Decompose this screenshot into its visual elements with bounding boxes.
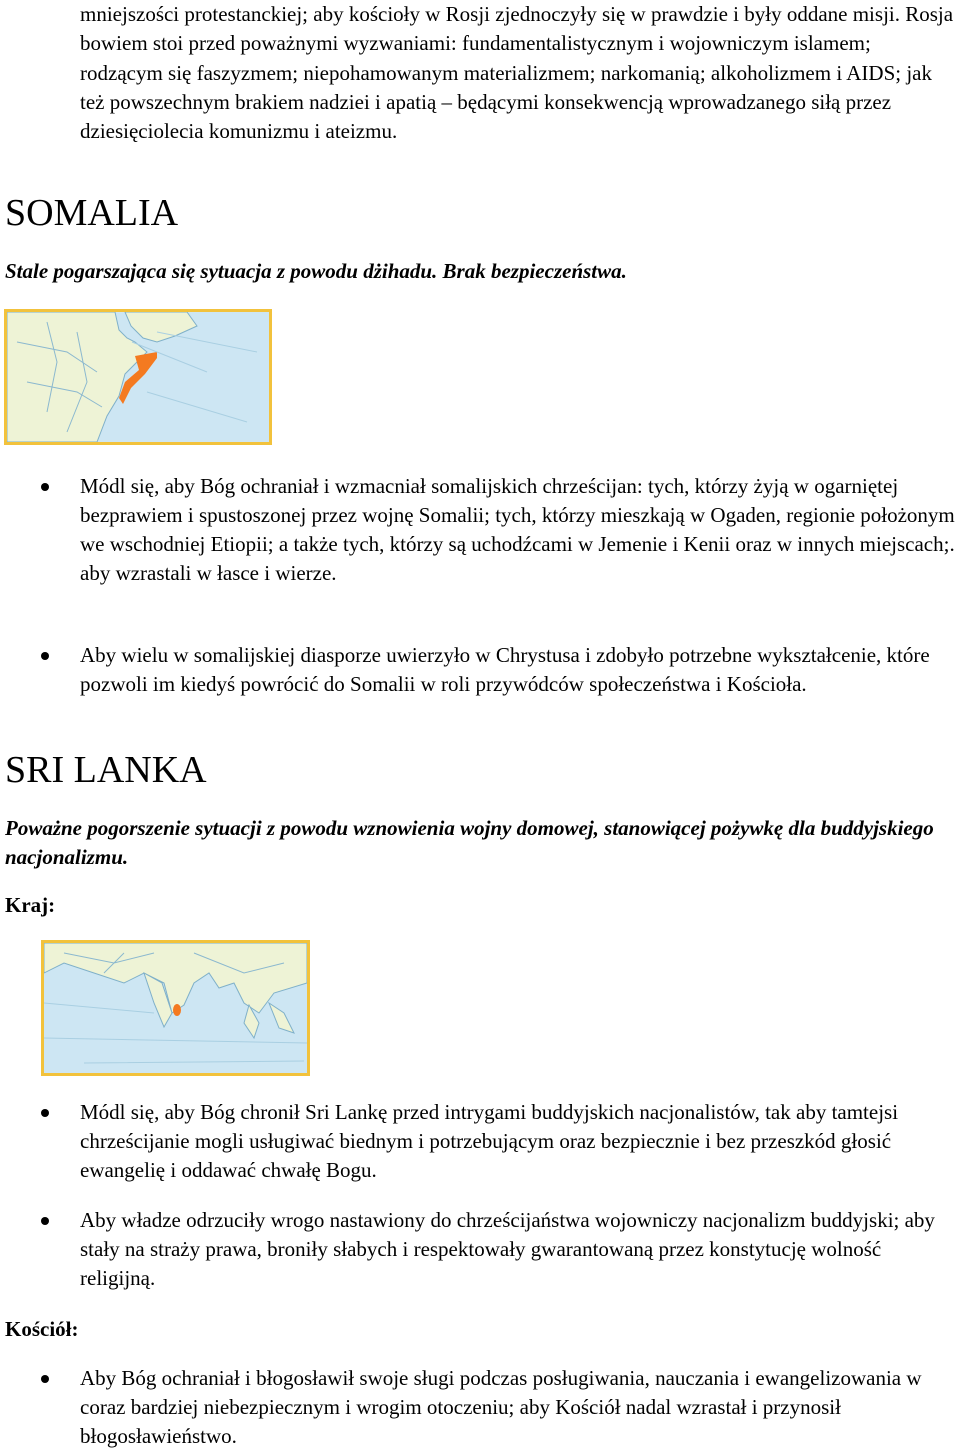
bullet-text: Aby władze odrzuciły wrogo nastawiony do chrześcijaństwa wojowniczy nacjonalizm buddyjski; aby stały na straży prawa, broniły słabych i respektowały gwarantowaną przez konstytucję wolność religijną. bbox=[80, 1208, 935, 1290]
somalia-bullet-1 bbox=[80, 472, 956, 588]
country-label: Kraj: bbox=[5, 893, 56, 917]
intro-paragraph: mniejszości protestanckiej; aby kościoły w Rosji zjednoczyły się w prawdzie i były oddane misji. Rosja bowiem stoi przed poważnymi wyzwaniami: fundamentalistycznym i wojowniczym islamem; rodzącym się faszyzmem; niepohamowanym materializmem; narkomanią; alkoholizmem i AIDS; jak też powszechnym brakiem nadziei i apatią – będącymi konsekwencją wprowadzanego siłą przez dziesięciolecia komunizmu i ateizmu. bbox=[80, 2, 954, 144]
bullet-text: Módl się, aby Bóg ochraniał i wzmacniał somalijskich chrześcijan: tych, którzy żyją w ogarniętej bezprawiem i spustoszonej przez wojnę Somalii; tych, którzy mieszkają w Ogaden, regionie położonym we wschodniej Etiopii; a także tych, którzy są uchodźcami w Jemenie i Kenii oraz w innych miejscach;. aby wzrastali w łasce i wierze. bbox=[80, 474, 955, 585]
bullet-text: Aby Bóg ochraniał i błogosławił swoje sługi podczas posługiwania, nauczania i ewangelizowania w coraz bardziej niebezpiecznym i wrogim otoczeniu; aby Kościół nadal wzrastał i przynosił błogosławieństwo. bbox=[80, 1366, 922, 1448]
sri-lanka-highlight bbox=[173, 1004, 181, 1016]
bullet-dot bbox=[41, 1109, 49, 1117]
somalia-subtitle: Stale pogarszająca się sytuacja z powodu dżihadu. Brak bezpieczeństwa. bbox=[5, 259, 627, 283]
country-bullet-2 bbox=[80, 1206, 956, 1293]
somalia-heading: SOMALIA bbox=[5, 192, 179, 234]
bullet-dot bbox=[41, 1375, 49, 1383]
bullet-dot bbox=[41, 483, 49, 491]
somalia-bullet-2 bbox=[80, 641, 956, 699]
sri-lanka-heading: SRI LANKA bbox=[5, 749, 207, 791]
sri-lanka-subtitle: Poważne pogorszenie sytuacji z powodu wznowienia wojny domowej, stanowiącej pożywkę dla buddyjskiego nacjonalizmu. bbox=[5, 816, 934, 869]
somalia-map bbox=[4, 309, 272, 445]
bullet-text: Aby wielu w somalijskiej diasporze uwierzyło w Chrystusa i zdobyło potrzebne wykształcenie, które pozwoli im kiedyś powrócić do Somalii w roli przywódców społeczeństwa i Kościoła. bbox=[80, 643, 930, 696]
country-bullet-1 bbox=[80, 1098, 956, 1185]
bullet-dot bbox=[41, 652, 49, 660]
bullet-text: Módl się, aby Bóg chronił Sri Lankę przed intrygami buddyjskich nacjonalistów, tak aby tamtejsi chrześcijanie mogli usługiwać biednym i potrzebującym oraz bezpiecznie i bez przeszkód głosić ewangelię i oddawać chwałę Bogu. bbox=[80, 1100, 899, 1182]
bullet-dot bbox=[41, 1217, 49, 1225]
church-label: Kościół: bbox=[5, 1317, 79, 1341]
church-bullet-1 bbox=[80, 1364, 956, 1451]
sri-lanka-map bbox=[41, 940, 310, 1076]
